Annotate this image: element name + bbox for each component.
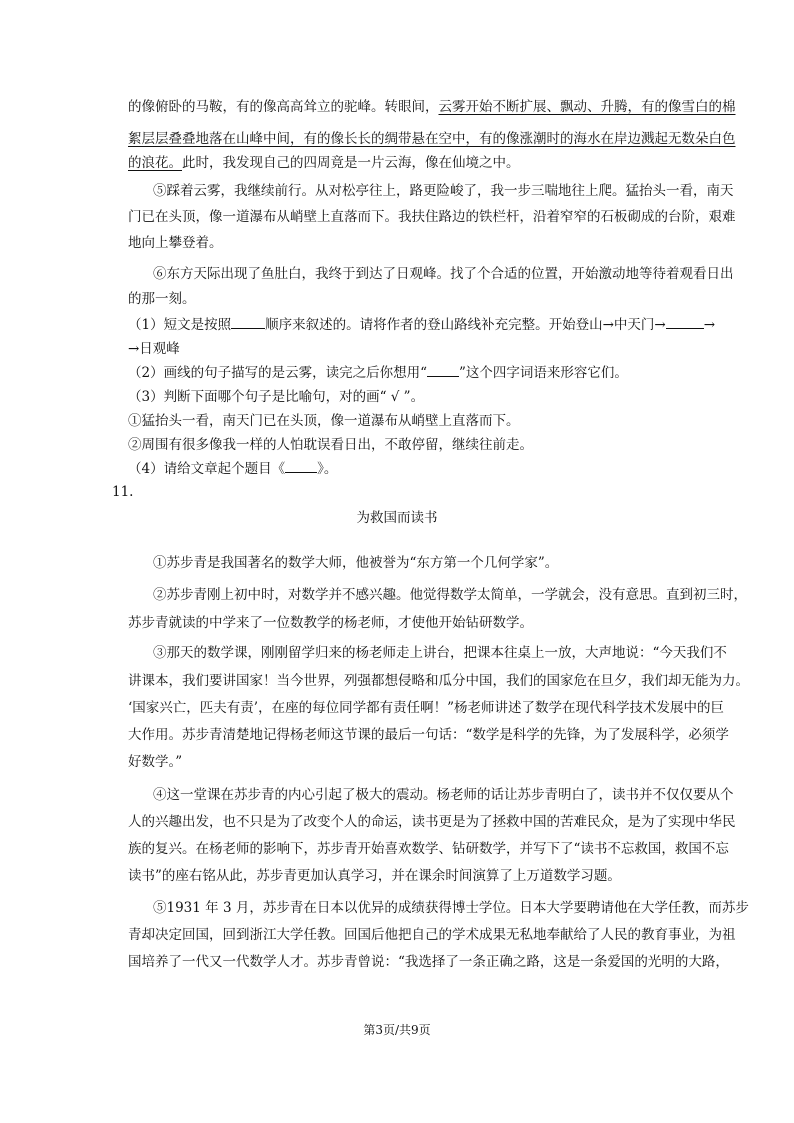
paragraph-5b-cont: 国培养了一代又一代数学人才。苏步青曾说：“我选择了一条正确之路，这是一条爱国的光明的大路， — [128, 954, 729, 970]
question-2: （2）画线的句子描写的是云雾，读完之后你想用“ ”这个四字词语来形容它们。 — [128, 365, 628, 381]
paragraph-3-cont: 大作用。苏步青清楚地记得杨老师这节课的最后一句话：“数学是科学的先锋，为了发展科学，必须学 — [128, 727, 729, 743]
answer-blank[interactable] — [666, 315, 704, 329]
paragraph-5b: ⑤1931 年 3 月，苏步青在日本以优异的成绩获得博士学位。日本大学要聘请他在大学任教，而苏步 — [153, 900, 749, 916]
paragraph-1: ①苏步青是我国著名的数学大师，他被誉为“东方第一个几何学家”。 — [153, 555, 559, 571]
paragraph-5-cont: 地向上攀登着。 — [128, 235, 223, 251]
question-3-option-1: ①猛抬头一看，南天门已在头顶，像一道瀑布从峭壁上直落而下。 — [128, 413, 520, 429]
paragraph-5: ⑤踩着云雾，我继续前行。从对松亭往上，路更险峻了，我一步三喘地往上爬。猛抬头一看，南天 — [153, 183, 734, 199]
answer-blank[interactable] — [285, 459, 317, 473]
passage-title: 为救国而读书 — [356, 510, 438, 526]
paragraph-5-cont: 门已在头顶，像一道瀑布从峭壁上直落而下。我扶住路边的铁栏杆，沿着窄窄的石板砌成的台阶，艰难 — [128, 209, 736, 225]
passage-text: 此时，我发现自己的四周竟是一片云海，像在仙境之中。 — [182, 155, 520, 171]
underlined-sentence: 絮层层叠叠地落在山峰中间，有的像长长的绸带悬在空中，有的像涨潮时的海水在岸边溅起无数朵白色 — [128, 131, 736, 147]
paragraph-3-cont: ‘国家兴亡，匹夫有责’，在座的每位同学都有责任啊！”杨老师讲述了数学在现代科学技术发展中的巨 — [128, 700, 724, 716]
paragraph-2-cont: 苏步青就读的中学来了一位数教学的杨老师，才使他开始钻研数学。 — [128, 615, 533, 631]
underlined-sentence: 云雾开始不断扩展、飘动、升腾，有的像雪白的棉 — [438, 99, 736, 115]
paragraph-4-cont: 读书”的座右铭从此，苏步青更加认真学习，并在课余时间演算了上万道数学习题。 — [128, 868, 621, 884]
question-3: （3）判断下面哪个句子是比喻句，对的画“ √ ”。 — [128, 389, 425, 405]
question-1: （1）短文是按照 顺序来叙述的。请将作者的登山路线补充完整。开始登山→中天门→ → — [128, 317, 716, 333]
paragraph-4: ④这一堂课在苏步青的内心引起了极大的震动。杨老师的话让苏步青明白了，读书并不仅仅要从个 — [153, 787, 734, 803]
answer-blank[interactable] — [231, 315, 265, 329]
answer-blank[interactable] — [427, 363, 459, 377]
page-footer: 第3页/共9页 — [363, 1023, 431, 1037]
paragraph-3-cont: 好数学。” — [128, 754, 183, 770]
passage-line — [128, 129, 736, 149]
passage-line — [128, 153, 520, 173]
paragraph-3: ③那天的数学课，刚刚留学归来的杨老师走上讲台，把课本往桌上一放，大声地说：“今天我们不 — [153, 645, 727, 661]
question-number: 11. — [112, 484, 134, 500]
paragraph-4-cont: 族的复兴。在杨老师的影响下，苏步青开始喜欢数学、钻研数学，并写下了“读书不忘救国，救国不忘 — [128, 841, 729, 857]
paragraph-6: ⑥东方天际出现了鱼肚白，我终于到达了日观峰。找了个合适的位置，开始激动地等待着观看日出 — [153, 266, 734, 282]
paragraph-2: ②苏步青刚上初中时，对数学并不感兴趣。他觉得数学太简单，一学就会，没有意思。直到初三时， — [153, 587, 747, 603]
passage-line — [128, 97, 736, 117]
question-1-cont: →日观峰 — [128, 341, 180, 357]
question-4: （4）请给文章起个题目《 》。 — [128, 461, 338, 477]
underlined-sentence: 的浪花。 — [128, 155, 182, 171]
paragraph-5b-cont: 青却决定回国，回到浙江大学任教。回国后他把自己的学术成果无私地奉献给了人民的教育事业，为祖 — [128, 927, 736, 943]
paragraph-3-cont: 讲课本，我们要讲国家！当今世界，列强都想侵略和瓜分中国，我们的国家危在旦夕，我们却无能为力。 — [128, 673, 749, 689]
paragraph-4-cont: 人的兴趣出发，也不只是为了改变个人的命运，读书更是为了拯救中国的苦难民众，是为了实现中华民 — [128, 814, 736, 830]
question-3-option-2: ②周围有很多像我一样的人怕耽误看日出，不敢停留，继续往前走。 — [128, 437, 533, 453]
paragraph-6-cont: 的那一刻。 — [128, 291, 196, 307]
passage-text: 的像俯卧的马鞍，有的像高高耸立的驼峰。转眼间， — [128, 99, 439, 115]
